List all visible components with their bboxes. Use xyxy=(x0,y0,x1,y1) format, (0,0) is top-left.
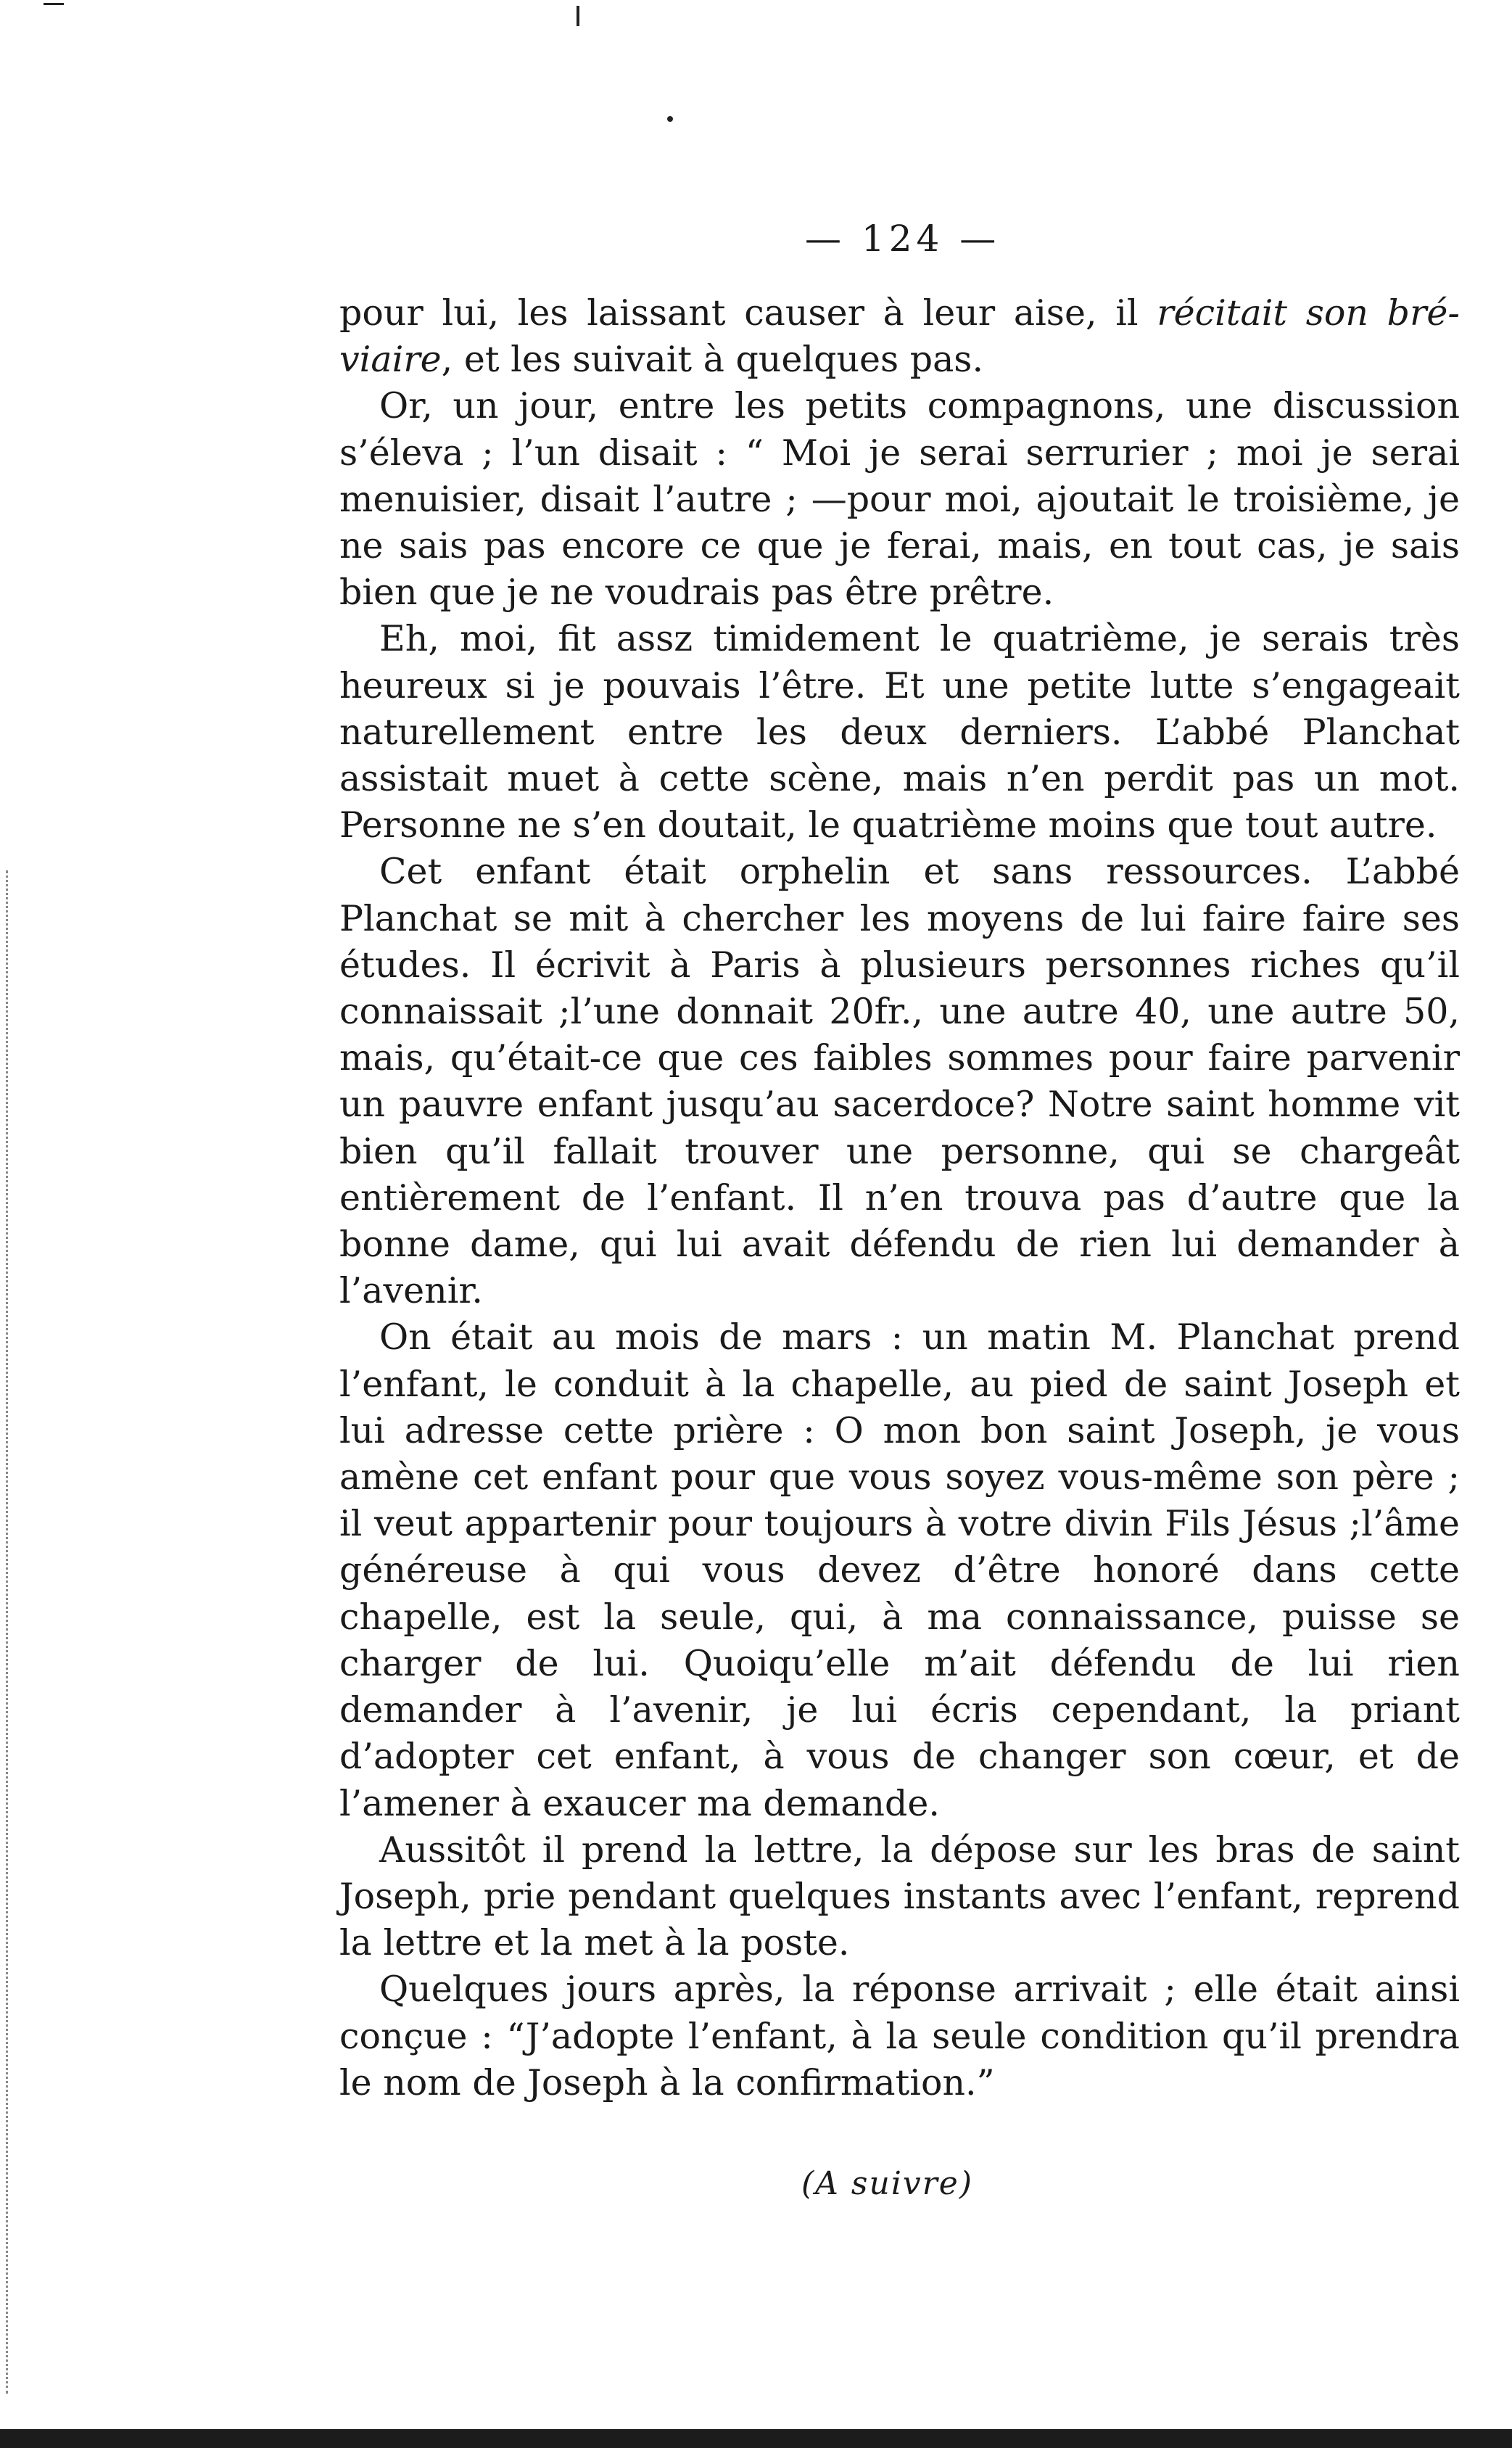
paragraph: On était au mois de mars : un matin M. Planchat prend l’enfant, le conduit à la chapelle, au pied de saint Joseph et lui adresse cette prière : O mon bon saint Joseph, je vous amène cet enfant pour que vous soyez vous-même son père ; il veut appartenir pour toujours à votre divin Fils Jésus ;l’âme généreuse à qui vous devez d’être honoré dans cette chapelle, est la seule, qui, à ma connaissance, puisse se charger de lui. Quoiqu’elle m’ait défendu de lui rien demander à l’avenir, je lui écris cependant, la priant d’adopter cet enfant, à vous de changer son cœur, et de l’amener à exaucer ma demande. xyxy=(339,1316,1460,1824)
paragraph: pour lui, les laissant causer à leur aise, il récitait son bré-viaire, et les suivait à quelques pas. xyxy=(339,292,1460,381)
paragraph: Cet enfant était orphelin et sans ressources. L’abbé Planchat se mit à chercher les moyens de lui faire faire ses études. Il écrivit à Paris à plusieurs personnes riches qu’il connaissait ;l’une donnait 20fr., une autre 40, une autre 50, mais, qu’était-ce que ces faibles sommes pour faire parvenir un pauvre enfant jusqu’au sacerdoce? Notre saint homme vit bien qu’il fallait trouver une personne, qui se chargeât entièrement de l’enfant. Il n’en trouva pas d’autre que la bonne dame, qui lui avait défendu de rien lui demander à l’avenir. xyxy=(339,851,1460,1312)
paragraph: Quelques jours après, la réponse arrivait ; elle était ainsi conçue : “J’adopte l’enfant, à la seule condition qu’il prendra le nom de Joseph à la confirmation.” xyxy=(339,1969,1460,2103)
scan-artifact-mark xyxy=(667,116,673,122)
scan-bottom-edge xyxy=(0,2429,1512,2448)
paragraph: Eh, moi, fit assz timidement le quatrième, je serais très heureux si je pouvais l’être. Et une petite lutte s’engageait naturellement entre les deux derniers. L’abbé Planchat assistait muet à cette scène, mais n’en perdit pas un mot. Personne ne s’en doutait, le quatrième moins que tout autre. xyxy=(339,618,1460,846)
scan-artifact-mark xyxy=(577,6,579,26)
scan-artifact-mark xyxy=(44,3,64,5)
continuation-note: (A suivre) xyxy=(801,2165,974,2202)
italic-text: récitait son bré-viaire xyxy=(339,292,1460,381)
paragraph: Or, un jour, entre les petits compagnons, une discussion s’éleva ; l’un disait : “ Moi je serai serrurier ; moi je serai menuisier, disait l’autre ; —pour moi, ajoutait le troisième, je ne sais pas encore ce que je ferai, mais, en tout cas, je sais bien que je ne voudrais pas être prêtre. xyxy=(339,385,1460,614)
page-number: — 124 — xyxy=(805,218,1001,260)
body-text xyxy=(339,290,1460,2106)
scan-left-edge xyxy=(6,870,11,2394)
paragraph: Aussitôt il prend la lettre, la dépose sur les bras de saint Joseph, prie pendant quelques instants avec l’enfant, reprend la lettre et la met à la poste. xyxy=(339,1829,1460,1964)
